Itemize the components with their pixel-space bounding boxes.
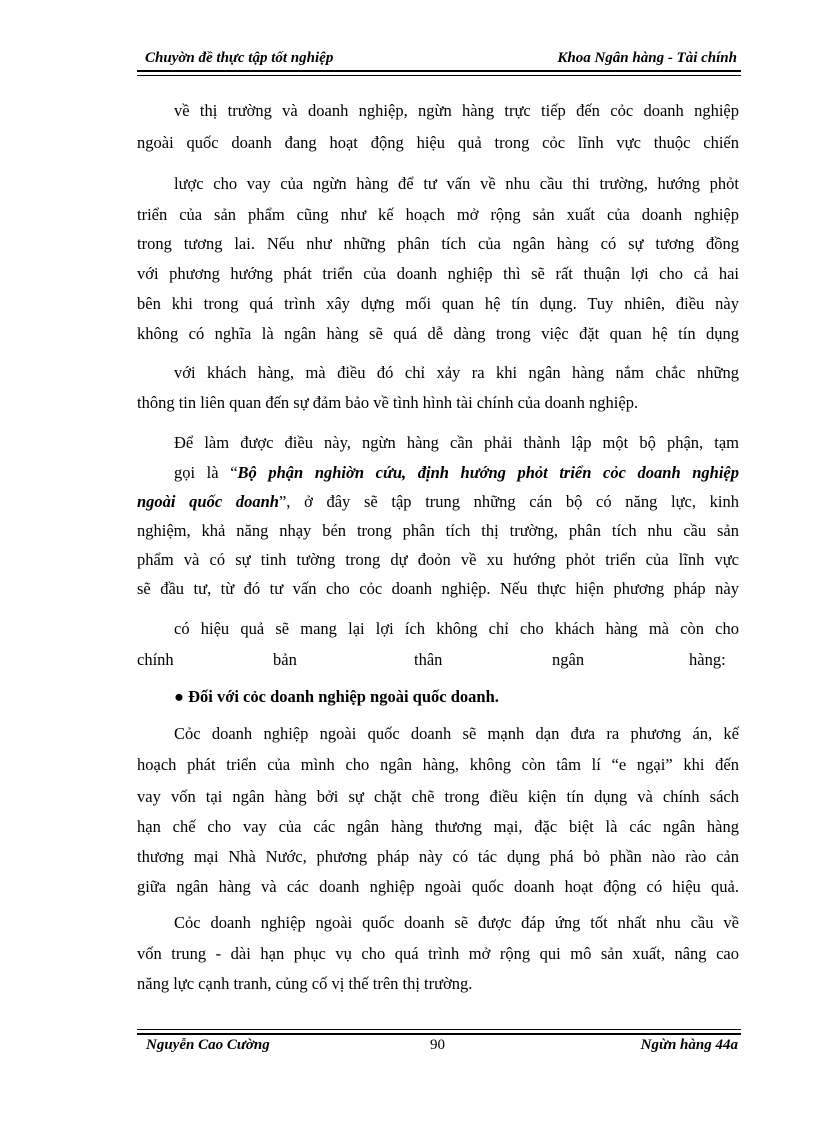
text-line: thương mại Nhà Nước, phương pháp này có tác dụng phá bỏ phần nào rào cản xyxy=(137,847,739,866)
text-line: triển của sản phẩm cũng như kế hoạch mở rộng sản xuất của doanh nghiệp xyxy=(137,205,739,224)
text-line: về thị trường và doanh nghiệp, ngừn hàng trực tiếp đến cỏc doanh nghiệp xyxy=(174,101,739,120)
text-word: chính xyxy=(137,650,174,669)
text-line: Cỏc doanh nghiệp ngoài quốc doanh sẽ mạnh dạn đưa ra phương án, kế xyxy=(174,724,739,743)
text-line: Để làm được điều này, ngừn hàng cần phải thành lập một bộ phận, tạm xyxy=(174,433,739,452)
text-line: sẽ đầu tư, từ đó tư vấn cho cỏc doanh nghiệp. Nếu thực hiện phương pháp này xyxy=(137,579,739,598)
text-line: ngoài quốc doanh đang hoạt động hiệu quả trong cỏc lĩnh vực thuộc chiến xyxy=(137,133,739,152)
emphasis-text: ngoài quốc doanh xyxy=(137,492,279,511)
text-line: nghiệm, khả năng nhạy bén trong phân tích thị trường, phân tích nhu cầu sản xyxy=(137,521,739,540)
text-line: ngoài quốc doanh”, ở đây sẽ tập trung những cán bộ có năng lực, kinh xyxy=(137,492,739,511)
text-line: có hiệu quả sẽ mang lại lợi ích không chỉ cho khách hàng mà còn cho xyxy=(174,619,739,638)
text-line: giữa ngân hàng và các doanh nghiệp ngoài quốc doanh hoạt động có hiệu quả. xyxy=(137,877,739,896)
text-line: vốn trung - dài hạn phục vụ cho quá trình mở rộng qui mô sản xuất, nâng cao xyxy=(137,944,739,963)
section-heading: ● Đối với cỏc doanh nghiệp ngoài quốc doanh. xyxy=(174,687,499,706)
text-line: bên khi trong quá trình xây dựng mối quan hệ tín dụng. Tuy nhiên, điều này xyxy=(137,294,739,313)
text-line: năng lực cạnh tranh, củng cố vị thế trên thị trường. xyxy=(137,974,473,993)
text-line: hạn chế cho vay của các ngân hàng thương mại, đặc biệt là các ngân hàng xyxy=(137,817,739,836)
text-line: không có nghĩa là ngân hàng sẽ quá dễ dàng trong việc đặt quan hệ tín dụng xyxy=(137,324,739,343)
text-line: phẩm và có sự tinh tường trong dự đoỏn về xu hướng phỏt triển của lĩnh vực xyxy=(137,550,739,569)
page-header xyxy=(137,50,741,72)
text-line: trong tương lai. Nếu như những phân tích của ngân hàng có sự tương đồng xyxy=(137,234,739,253)
text-word: bản xyxy=(273,650,297,669)
text-line: vay vốn tại ngân hàng bởi sự chặt chẽ trong điều kiện tín dụng và chính sách xyxy=(137,787,739,806)
footer-class: Ngừn hàng 44a xyxy=(640,1037,738,1053)
text-line: Cỏc doanh nghiệp ngoài quốc doanh sẽ được đáp ứng tốt nhất nhu cầu về xyxy=(174,913,739,932)
header-rule xyxy=(137,70,741,72)
emphasis-text: Bộ phận nghiờn cứu, định hướng phỏt triển cỏc doanh nghiệp xyxy=(237,463,739,482)
text-line: thông tin liên quan đến sự đảm bảo về tình hình tài chính của doanh nghiệp. xyxy=(137,393,639,412)
text-line: hoạch phát triển của mình cho ngân hàng, không còn tâm lí “e ngại” khi đến xyxy=(137,755,739,774)
text-word: thân xyxy=(414,650,443,669)
text-word: ngân xyxy=(552,650,585,669)
header-rule-thin xyxy=(137,75,741,76)
text-line: với phương hướng phát triển của doanh nghiệp thì sẽ rất thuận lợi cho cả hai xyxy=(137,264,739,283)
header-right: Khoa Ngân hàng - Tài chính xyxy=(557,50,737,66)
page-number: 90 xyxy=(430,1037,445,1053)
text-word: hàng: xyxy=(689,650,726,669)
text-line: với khách hàng, mà điều đó chỉ xảy ra khi ngân hàng nắm chắc những xyxy=(174,363,739,382)
header-left: Chuyờn đề thực tập tốt nghiệp xyxy=(145,50,334,66)
footer-rule xyxy=(137,1033,741,1035)
footer-rule-thin xyxy=(137,1029,741,1030)
text-line: gọi là “Bộ phận nghiờn cứu, định hướng phỏt triển cỏc doanh nghiệp xyxy=(174,463,739,482)
text-line: lược cho vay của ngừn hàng để tư vấn về nhu cầu thi trường, hướng phỏt xyxy=(174,174,739,193)
footer-author: Nguyễn Cao Cường xyxy=(146,1037,270,1053)
